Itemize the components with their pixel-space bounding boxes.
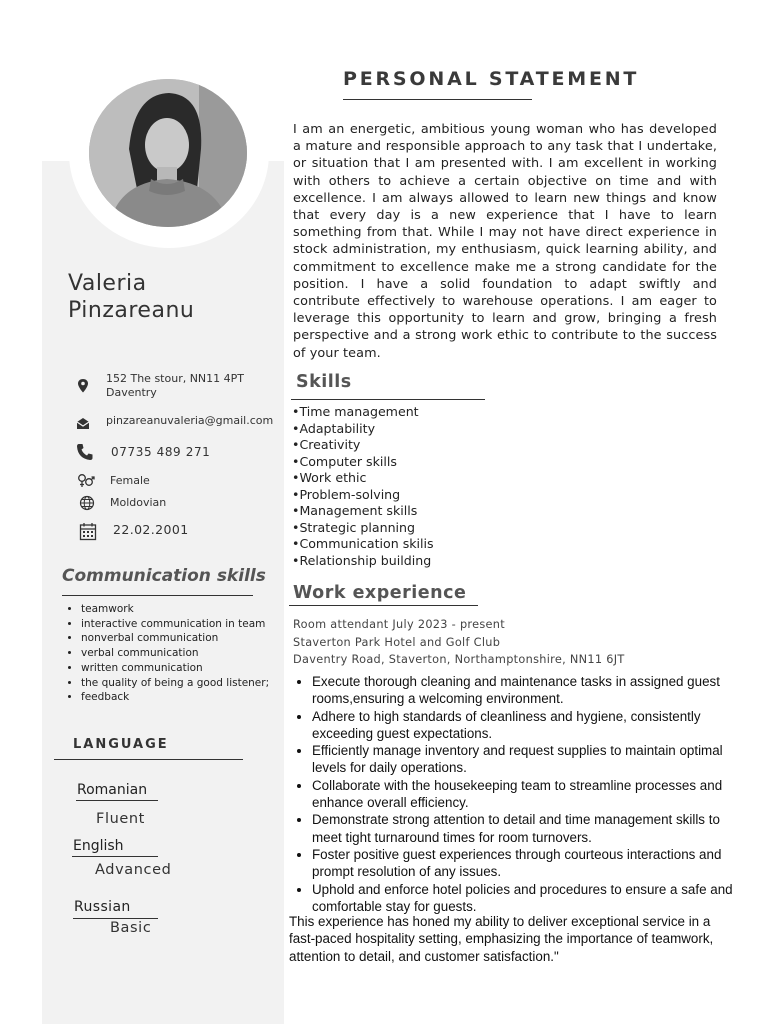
language-name: Russian [74,899,131,915]
personal-statement-heading: PERSONAL STATEMENT [343,68,640,90]
list-item: • Communication skilis [292,536,434,553]
list-item: • Adaptability [292,421,434,438]
list-item: • Strategic planning [292,520,434,537]
gender-icon [77,472,97,492]
job-location: Daventry Road, Staverton, Northamptonshire, NN11 6JT [293,653,625,666]
list-item: • Efficiently manage inventory and request supplies to maintain optimal levels for daily operations. [312,742,742,777]
list-item: • teamwork [81,602,269,617]
calendar-icon [79,522,99,542]
first-name: Valeria [68,271,147,296]
contact-birthdate [79,522,189,542]
location-pin-icon [76,378,96,398]
globe-icon [79,495,99,515]
job-role-dates: Room attendant July 2023 - present [293,618,505,631]
list-item: • Foster positive guest experiences through courteous interactions and prompt resolution of any issues. [312,846,742,881]
list-item: • interactive communication in team [81,617,269,632]
list-item: • Relationship building [292,553,434,570]
profile-photo [89,79,247,227]
last-name: Pinzareanu [68,298,195,323]
list-item: • verbal communication [81,646,269,661]
language-underline [72,856,158,857]
list-item: • Time management [292,404,434,421]
language-underline [73,918,158,919]
contact-nationality [79,495,166,515]
gender-text: Female [110,474,150,487]
email-text[interactable]: pinzareanuvaleria@gmail.com [106,414,274,427]
address-line-1: 152 The stour, NN11 4PT [106,372,245,385]
work-divider [289,605,478,606]
work-closing-paragraph: This experience has honed my ability to deliver exceptional service in a fast-paced hospitality setting, emphasizing the importance of teamwork, attention to detail, and customer satisfaction." [289,914,714,964]
phone-icon [76,443,96,463]
job-employer: Staverton Park Hotel and Golf Club [293,635,501,649]
address-line-2: Daventry [106,386,157,399]
language-level: Advanced [95,862,172,878]
language-name: Romanian [77,782,148,798]
personal-statement-body: I am an energetic, ambitious young woman who has developed a mature and responsible approach to any task that I undertake, or situation that I am presented with. I am excellent in working with others to achieve a certain objective on time and with excellence. I am always allowed to learn new things and know that every day is a new experience that I have to learn something from that. While I may not have direct experience in stock administration, my enthusiasm, quick learning ability, and commitment to excellence make me a strong candidate for the position. I have a solid foundation to adapt swiftly and contribute effectively to warehouse operations. I am eager to leverage this opportunity to learn and grow, bringing a fresh perspective and a strong work ethic to contribute to the success of your team. [293,122,717,361]
communication-heading: Communication skills [62,566,266,586]
list-item: • Creativity [292,437,434,454]
list-item: • written communication [81,661,269,676]
candidate-name [68,270,194,324]
language-divider [54,759,243,760]
envelope-icon [76,416,96,436]
list-item: • nonverbal communication [81,631,269,646]
list-item: • Computer skills [292,454,434,471]
job-duties-list [292,673,742,915]
statement-divider [343,99,532,100]
job-details [293,616,625,669]
contact-gender [77,472,150,492]
list-item: • Adhere to high standards of cleanliness and hygiene, consistently exceeding guest expectations. [312,708,742,743]
list-item: • the quality of being a good listener; [81,676,269,691]
language-underline [76,800,158,801]
communication-divider [62,595,253,596]
list-item: • Collaborate with the housekeeping team to streamline processes and enhance overall efficiency. [312,777,742,812]
language-level: Fluent [96,811,145,827]
list-item: • Management skills [292,503,434,520]
work-heading: Work experience [293,583,467,603]
language-heading: LANGUAGE [73,737,169,752]
language-name: English [73,838,124,854]
skills-divider [291,399,485,400]
list-item: • Uphold and enforce hotel policies and procedures to ensure a safe and comfortable stay for guests. [312,881,742,916]
list-item: • feedback [81,690,269,705]
list-item: • Demonstrate strong attention to detail and time management skills to meet tight turnaround times for room turnovers. [312,811,742,846]
contact-email [76,414,273,436]
language-level: Basic [110,920,152,936]
communication-list [62,602,269,705]
nationality-text: Moldovian [110,496,167,509]
contact-address [76,372,244,400]
birthdate-text: 22.02.2001 [113,522,189,537]
list-item: • Problem-solving [292,487,434,504]
skills-list [292,404,434,569]
phone-text[interactable]: 07735 489 271 [111,445,211,459]
list-item: • Work ethic [292,470,434,487]
skills-heading: Skills [296,372,352,392]
list-item: • Execute thorough cleaning and maintenance tasks in assigned guest rooms,ensuring a welcoming environment. [312,673,742,708]
contact-phone [76,443,210,463]
